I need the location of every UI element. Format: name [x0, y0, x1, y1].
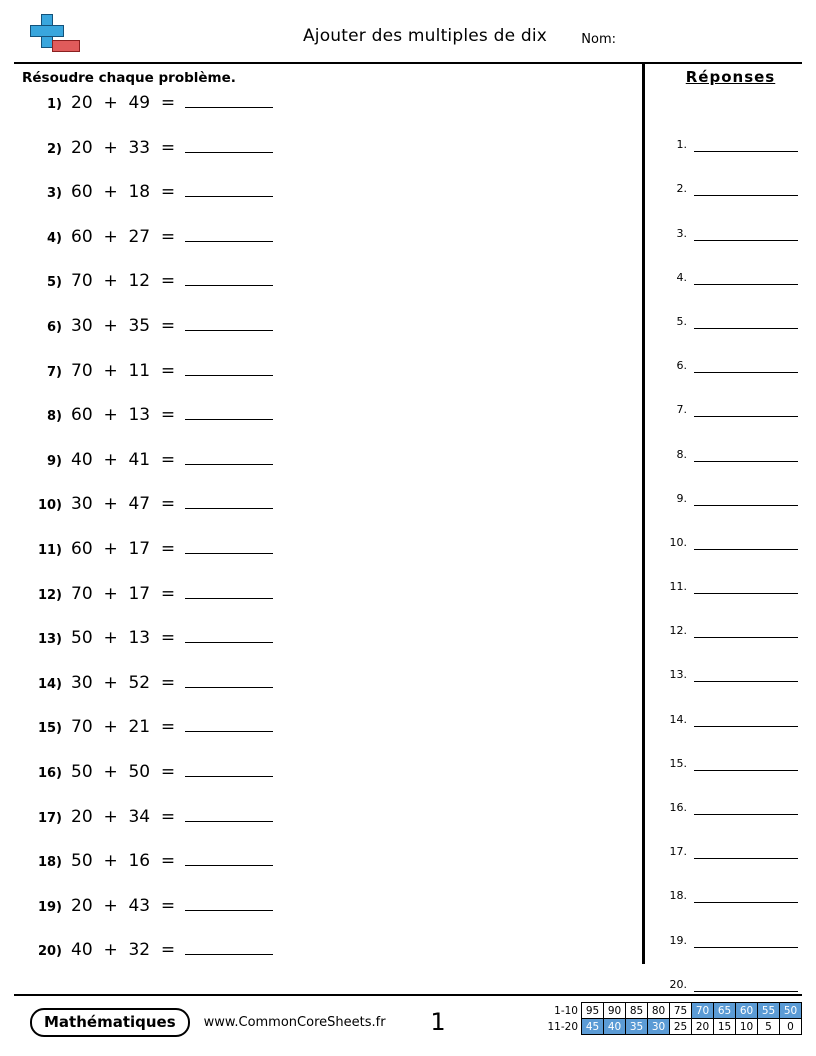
- problem-row: [14, 360, 642, 405]
- answer-row: [659, 594, 802, 638]
- problem-number: 18): [37, 855, 62, 871]
- grading-scale: [544, 1002, 802, 1035]
- problem-number: 12): [37, 587, 62, 603]
- problem-answer-blank[interactable]: [185, 92, 273, 108]
- instructions-text: Résoudre chaque problème.: [22, 70, 236, 86]
- answer-number: 20.: [669, 977, 687, 991]
- problems-list: [14, 92, 642, 984]
- answer-blank[interactable]: [694, 448, 798, 462]
- problem-row: [14, 939, 642, 984]
- answer-row: [659, 196, 802, 240]
- scale-row2-label: 11-20: [547, 1020, 578, 1033]
- problem-number: 19): [37, 899, 62, 915]
- problem-expression: 20 + 43 =: [71, 895, 176, 916]
- problem-expression: 40 + 41 =: [71, 449, 176, 470]
- answer-blank[interactable]: [694, 978, 798, 992]
- problem-row: [14, 315, 642, 360]
- answer-number: 4.: [676, 270, 687, 284]
- problem-expression: 60 + 18 =: [71, 182, 176, 203]
- problem-answer-blank[interactable]: [185, 404, 273, 420]
- brand-badge: Mathématiques: [30, 1008, 190, 1037]
- answer-number: 3.: [676, 226, 687, 240]
- problem-expression: 50 + 13 =: [71, 628, 176, 649]
- answer-number: 19.: [669, 933, 687, 947]
- scale-cell: 90: [604, 1003, 626, 1019]
- scale-cell: 40: [604, 1019, 626, 1035]
- answer-number: 6.: [676, 359, 687, 373]
- scale-cell: 15: [714, 1019, 736, 1035]
- problem-answer-blank[interactable]: [185, 137, 273, 153]
- answer-number: 2.: [676, 182, 687, 196]
- answer-row: [659, 285, 802, 329]
- answer-number: 15.: [669, 756, 687, 770]
- problem-expression: 60 + 13 =: [71, 405, 176, 426]
- answer-blank[interactable]: [694, 182, 798, 196]
- plus-logo-icon: [22, 14, 88, 58]
- problem-expression: 50 + 50 =: [71, 761, 176, 782]
- problem-answer-blank[interactable]: [185, 939, 273, 955]
- problem-expression: 20 + 49 =: [71, 93, 176, 113]
- problem-number: 5): [47, 275, 62, 291]
- answer-blank[interactable]: [694, 271, 798, 285]
- problem-row: [14, 761, 642, 806]
- problem-expression: 30 + 35 =: [71, 315, 176, 336]
- problem-answer-blank[interactable]: [185, 583, 273, 599]
- problem-answer-blank[interactable]: [185, 627, 273, 643]
- problem-number: 1): [47, 97, 62, 112]
- answer-blank[interactable]: [694, 713, 798, 727]
- scale-cell: 30: [648, 1019, 670, 1035]
- problem-expression: 70 + 21 =: [71, 717, 176, 738]
- answer-row: [659, 373, 802, 417]
- problem-expression: 40 + 32 =: [71, 940, 176, 961]
- answer-blank[interactable]: [694, 536, 798, 550]
- answer-number: 18.: [669, 889, 687, 903]
- worksheet-body: [14, 64, 802, 991]
- answer-row: [659, 859, 802, 903]
- problem-answer-blank[interactable]: [185, 181, 273, 197]
- answer-row: [659, 682, 802, 726]
- problem-row: [14, 270, 642, 315]
- answer-blank[interactable]: [694, 227, 798, 241]
- page-title: Ajouter des multiples de dix: [302, 26, 548, 46]
- table-row: [544, 1003, 802, 1019]
- scale-cell: 10: [736, 1019, 758, 1035]
- problem-row: [14, 449, 642, 494]
- problem-number: 13): [37, 632, 62, 648]
- answer-row: [659, 638, 802, 682]
- problem-number: 7): [47, 364, 62, 380]
- red-bar-shape: [52, 40, 80, 52]
- scale-cell: 35: [626, 1019, 648, 1035]
- scale-cell: 95: [582, 1003, 604, 1019]
- answers-column: [645, 64, 802, 991]
- answer-row: [659, 727, 802, 771]
- answer-row: [659, 815, 802, 859]
- answer-number: 11.: [669, 580, 687, 594]
- problem-expression: 20 + 34 =: [71, 806, 176, 827]
- scale-cell: 65: [714, 1003, 736, 1019]
- answer-number: 16.: [669, 801, 687, 814]
- answer-row: [659, 506, 802, 550]
- scale-cell: 5: [758, 1019, 780, 1035]
- answer-blank[interactable]: [694, 757, 798, 771]
- scale-cell: 85: [626, 1003, 648, 1019]
- problem-answer-blank[interactable]: [185, 538, 273, 554]
- answer-number: 8.: [676, 447, 687, 461]
- answer-row: [659, 550, 802, 594]
- answer-number: 5.: [676, 314, 687, 328]
- answer-blank[interactable]: [694, 668, 798, 682]
- grading-scale-table: [544, 1002, 802, 1035]
- problem-answer-blank[interactable]: [185, 226, 273, 242]
- answer-blank[interactable]: [694, 359, 798, 373]
- answer-number: 13.: [669, 668, 687, 682]
- problem-row: [14, 627, 642, 672]
- answer-number: 17.: [669, 845, 687, 859]
- answer-number: 14.: [669, 712, 687, 726]
- problem-answer-blank[interactable]: [185, 806, 273, 822]
- answer-blank[interactable]: [694, 492, 798, 506]
- problems-column: [14, 64, 642, 964]
- problem-answer-blank[interactable]: [185, 761, 273, 777]
- problem-expression: 30 + 47 =: [71, 494, 176, 515]
- problem-answer-blank[interactable]: [185, 716, 273, 732]
- answer-row: [659, 329, 802, 373]
- problem-number: 17): [37, 810, 62, 826]
- problem-row: [14, 92, 642, 137]
- problem-answer-blank[interactable]: [185, 850, 273, 866]
- scale-cell: 55: [758, 1003, 780, 1019]
- answer-row: [659, 948, 802, 992]
- problem-row: [14, 806, 642, 851]
- problem-number: 3): [47, 186, 62, 202]
- problem-row: [14, 493, 642, 538]
- problem-answer-blank[interactable]: [185, 449, 273, 465]
- answer-number: 9.: [676, 491, 687, 505]
- answer-row: [659, 771, 802, 815]
- problem-expression: 30 + 52 =: [71, 672, 176, 693]
- problem-expression: 70 + 12 =: [71, 271, 176, 292]
- problem-answer-blank[interactable]: [185, 270, 273, 286]
- problem-answer-blank[interactable]: [185, 895, 273, 911]
- answer-row: [659, 152, 802, 196]
- problem-row: [14, 404, 642, 449]
- problem-row: [14, 895, 642, 940]
- answer-number: 12.: [669, 624, 687, 638]
- scale-cell: 70: [692, 1003, 714, 1019]
- problem-expression: 20 + 33 =: [71, 137, 176, 158]
- scale-cell: 25: [670, 1019, 692, 1035]
- problem-number: 8): [47, 409, 62, 425]
- answer-blank[interactable]: [694, 801, 798, 815]
- answer-blank[interactable]: [694, 624, 798, 638]
- answer-row: [659, 903, 802, 947]
- problem-answer-blank[interactable]: [185, 493, 273, 509]
- problem-number: 14): [37, 676, 62, 692]
- scale-cell: 60: [736, 1003, 758, 1019]
- scale-cell: 75: [670, 1003, 692, 1019]
- answer-number: 7.: [676, 403, 687, 417]
- answer-blank[interactable]: [694, 315, 798, 329]
- problem-number: 2): [47, 141, 62, 157]
- problem-number: 15): [37, 721, 62, 737]
- problem-answer-blank[interactable]: [185, 315, 273, 331]
- scale-cell: 45: [582, 1019, 604, 1035]
- problem-number: 11): [37, 542, 62, 558]
- answer-row: [659, 462, 802, 506]
- answer-blank[interactable]: [694, 845, 798, 859]
- problem-row: [14, 538, 642, 583]
- answer-blank[interactable]: [694, 580, 798, 594]
- answer-number: 1.: [676, 138, 687, 152]
- problem-number: 4): [47, 230, 62, 246]
- problem-row: [14, 850, 642, 895]
- answer-blank[interactable]: [694, 934, 798, 948]
- answer-blank[interactable]: [694, 138, 798, 152]
- problem-row: [14, 583, 642, 628]
- problem-number: 10): [37, 498, 62, 514]
- site-url: www.CommonCoreSheets.fr: [203, 1014, 386, 1030]
- scale-cell: 20: [692, 1019, 714, 1035]
- problem-answer-blank[interactable]: [185, 360, 273, 376]
- problem-expression: 70 + 17 =: [71, 583, 176, 604]
- problem-row: [14, 137, 642, 182]
- scale-cell: 50: [780, 1003, 802, 1019]
- problem-expression: 70 + 11 =: [71, 360, 176, 381]
- answer-blank[interactable]: [694, 403, 798, 417]
- scale-cell: 0: [780, 1019, 802, 1035]
- problem-number: 20): [37, 944, 62, 960]
- problem-expression: 60 + 17 =: [71, 538, 176, 559]
- problem-number: 6): [47, 319, 62, 335]
- answer-number: 10.: [669, 535, 687, 549]
- scale-row1-label: 1-10: [554, 1004, 578, 1017]
- problem-row: [14, 226, 642, 271]
- worksheet-footer: [14, 994, 802, 1048]
- name-label: Nom:: [581, 32, 616, 47]
- page-number: 1: [430, 1008, 446, 1036]
- answer-row: [659, 108, 802, 152]
- answers-list: [659, 108, 802, 992]
- answer-row: [659, 417, 802, 461]
- answer-blank[interactable]: [694, 889, 798, 903]
- table-row: [544, 1019, 802, 1035]
- problem-answer-blank[interactable]: [185, 672, 273, 688]
- problem-number: 9): [47, 453, 62, 469]
- answers-title: Réponses: [685, 68, 776, 86]
- problem-row: [14, 672, 642, 717]
- problem-row: [14, 181, 642, 226]
- worksheet-header: [14, 10, 802, 64]
- scale-cell: 80: [648, 1003, 670, 1019]
- problem-expression: 50 + 16 =: [71, 851, 176, 872]
- answer-row: [659, 241, 802, 285]
- problem-row: [14, 716, 642, 761]
- problem-number: 16): [37, 765, 62, 781]
- problem-expression: 60 + 27 =: [71, 226, 176, 247]
